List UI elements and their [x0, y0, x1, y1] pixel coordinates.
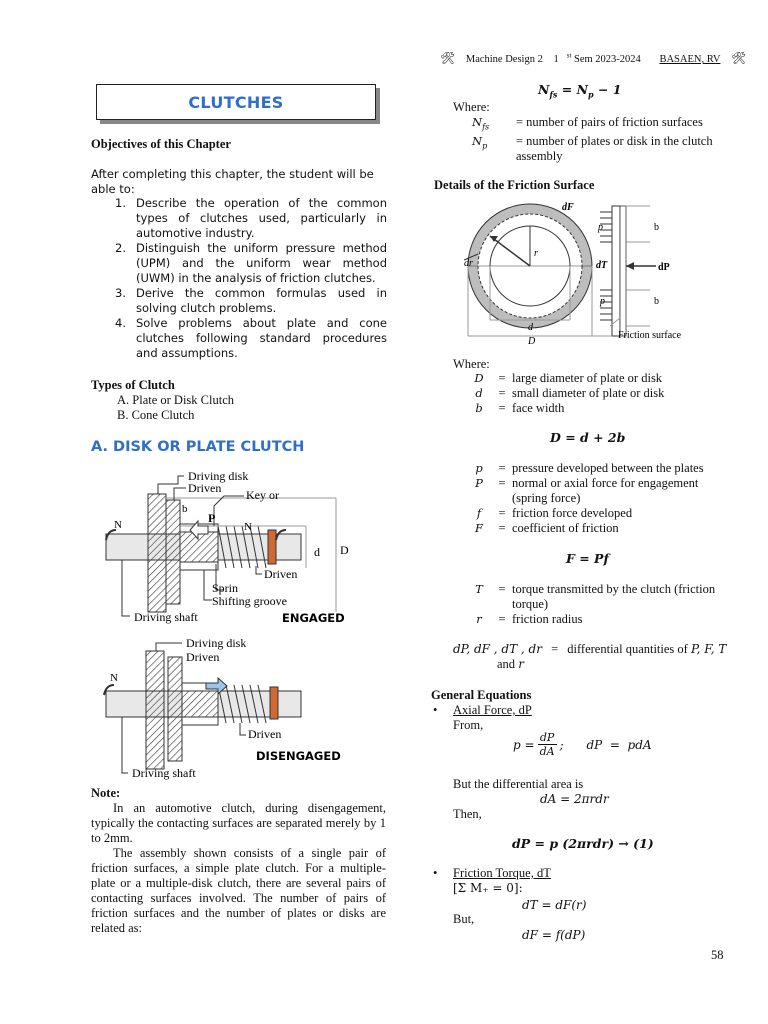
but-label: But, — [453, 912, 475, 926]
defs-nfs — [472, 115, 722, 164]
list-item: 4. Solve problems about plate and cone clutches following standard procedures and assumptions. — [115, 316, 387, 360]
general-eq-heading: General Equations — [431, 688, 532, 702]
defs-diameters — [466, 371, 726, 416]
label-d: d — [528, 322, 533, 333]
def-row: p = pressure developed between the plates — [475, 461, 704, 475]
label-b2: b — [654, 296, 659, 307]
equation-F: F = Pf — [566, 551, 609, 566]
def-row: F = coefficient of friction — [475, 521, 619, 535]
where-label-2: Where: — [453, 357, 490, 371]
friction-surface-figure — [460, 196, 700, 348]
area-equation: dA = 2πrdr — [540, 792, 609, 806]
label-dF: dF — [562, 202, 574, 213]
equation-D: D = d + 2b — [550, 430, 626, 445]
bullet-icon: • — [433, 866, 438, 880]
label-key: Key or — [246, 488, 279, 502]
section-a-heading: A. DISK OR PLATE CLUTCH — [91, 439, 305, 455]
then-label: Then, — [453, 807, 482, 821]
dT-equation: dT = dF(r) — [522, 898, 587, 912]
objectives-intro: After completing this chapter, the student will be able to: — [91, 167, 374, 196]
details-heading: Details of the Friction Surface — [434, 178, 595, 192]
def-row: b = face width — [475, 401, 565, 415]
axial-heading: Axial Force, dP — [453, 703, 532, 717]
label-r: r — [534, 248, 538, 259]
objectives-list — [115, 196, 387, 361]
tools-icon: 🛠 — [731, 51, 747, 65]
header-author: BASAEN, RV — [659, 54, 721, 65]
def-row: D = large diameter of plate or disk — [474, 371, 663, 385]
label-dT: dT — [596, 260, 608, 271]
note-paragraph-2: The assembly shown consists of a single pair of friction surfaces, a simple plate clutch. For a multiple-plate or a multiple-disk clutch, there are several pairs of contacting surfaces involved. The number of pairs of friction surfaces and the number of plates or disks are related as: — [91, 846, 386, 935]
bullet-icon: • — [433, 703, 438, 717]
chapter-title: CLUTCHES — [188, 92, 284, 112]
header-semester: 1 $^{st}$ Sem 2023-2024 — [553, 51, 641, 65]
label-shaft: Driving shaft — [132, 766, 196, 780]
label-d: d — [314, 545, 320, 559]
label-dP: dP — [658, 262, 670, 273]
label-b1: b — [654, 222, 659, 233]
label-driven: Driven — [188, 481, 222, 495]
label-driving-disk: Driving disk — [186, 636, 247, 650]
label-driven2: Driven — [264, 567, 298, 581]
label-spring: Sprin — [212, 581, 239, 595]
types-item-a: A. Plate or Disk Clutch — [117, 393, 235, 407]
label-p2: p — [600, 296, 605, 307]
defs-torque — [466, 582, 726, 627]
equation-nfs: $N_{fs} = N_p - 1$ — [538, 82, 622, 100]
label-b: b — [182, 503, 188, 515]
label-engaged: ENGAGED — [282, 611, 345, 625]
diff-quantities: dP, dF , dT , dr = differential quantities of P, F, T and r — [453, 642, 727, 671]
equation-1: dP = p (2πrdr) → (1) — [512, 836, 654, 851]
but-area-label: But the differential area is — [453, 777, 584, 791]
label-D: D — [340, 543, 349, 557]
moment-sum: [Σ M₊ = 0]: — [453, 881, 523, 895]
label-N1: N — [114, 519, 122, 531]
label-groove: Shifting groove — [212, 594, 287, 608]
from-label: From, — [453, 718, 484, 732]
note-paragraph-1: In an automotive clutch, during disengagement, typically the contacting surfaces are separated merely by 1 to 2mm. — [91, 801, 386, 845]
def-row: r = friction radius — [476, 612, 583, 626]
label-driven2: Driven — [248, 727, 282, 741]
label-N: N — [110, 672, 118, 684]
chapter-title-box — [96, 84, 376, 120]
page-number: 58 — [711, 948, 724, 962]
note-heading: Note: — [91, 786, 121, 800]
objectives-heading: Objectives of this Chapter — [91, 137, 231, 151]
label-driven: Driven — [186, 650, 220, 664]
label-N2: N — [244, 521, 252, 533]
engaged-clutch-figure — [96, 466, 396, 626]
def-row: $N_p$ = number of plates or disk in the clutch assembly — [472, 134, 713, 164]
label-shaft: Driving shaft — [134, 610, 198, 624]
disengaged-clutch-figure — [96, 635, 396, 783]
def-row: $N_{fs}$ = number of pairs of friction surfaces — [472, 115, 703, 132]
torque-heading: Friction Torque, dT — [453, 866, 551, 880]
label-friction-surface: Friction surface — [618, 330, 682, 341]
def-row: d = small diameter of plate or disk — [475, 386, 665, 400]
where-label-1: Where: — [453, 100, 490, 114]
list-item: 3. Derive the common formulas used in solving clutch problems. — [115, 286, 387, 315]
label-p1: p — [598, 222, 603, 233]
label-disengaged: DISENGAGED — [256, 749, 341, 763]
types-heading: Types of Clutch — [91, 378, 175, 392]
list-item: 2. Distinguish the uniform pressure method (UPM) and the uniform wear method (UWM) in the analysis of friction clutches. — [115, 241, 387, 285]
def-row: T = torque transmitted by the clutch (friction torque) — [475, 582, 716, 611]
page-header — [440, 51, 754, 66]
def-row: f = friction force developed — [476, 506, 633, 520]
header-course: Machine Design 2 — [465, 54, 543, 65]
label-driving-disk: Driving disk — [188, 469, 249, 483]
label-P: P — [208, 511, 216, 525]
pressure-equation: p = $\frac{dP}{dA}$ ; dP = pdA — [513, 731, 652, 758]
tools-icon: 🛠 — [440, 51, 456, 65]
label-D: D — [528, 336, 536, 347]
defs-forces — [466, 461, 726, 536]
def-row: P = normal or axial force for engagement (spring force) — [475, 476, 699, 505]
list-item: 1. Describe the operation of the common types of clutches used, particularly in automotive industry. — [115, 196, 387, 240]
dF-equation: dF = f(dP) — [522, 928, 586, 942]
types-item-b: B. Cone Clutch — [117, 408, 195, 422]
label-dr: dr — [464, 258, 473, 269]
